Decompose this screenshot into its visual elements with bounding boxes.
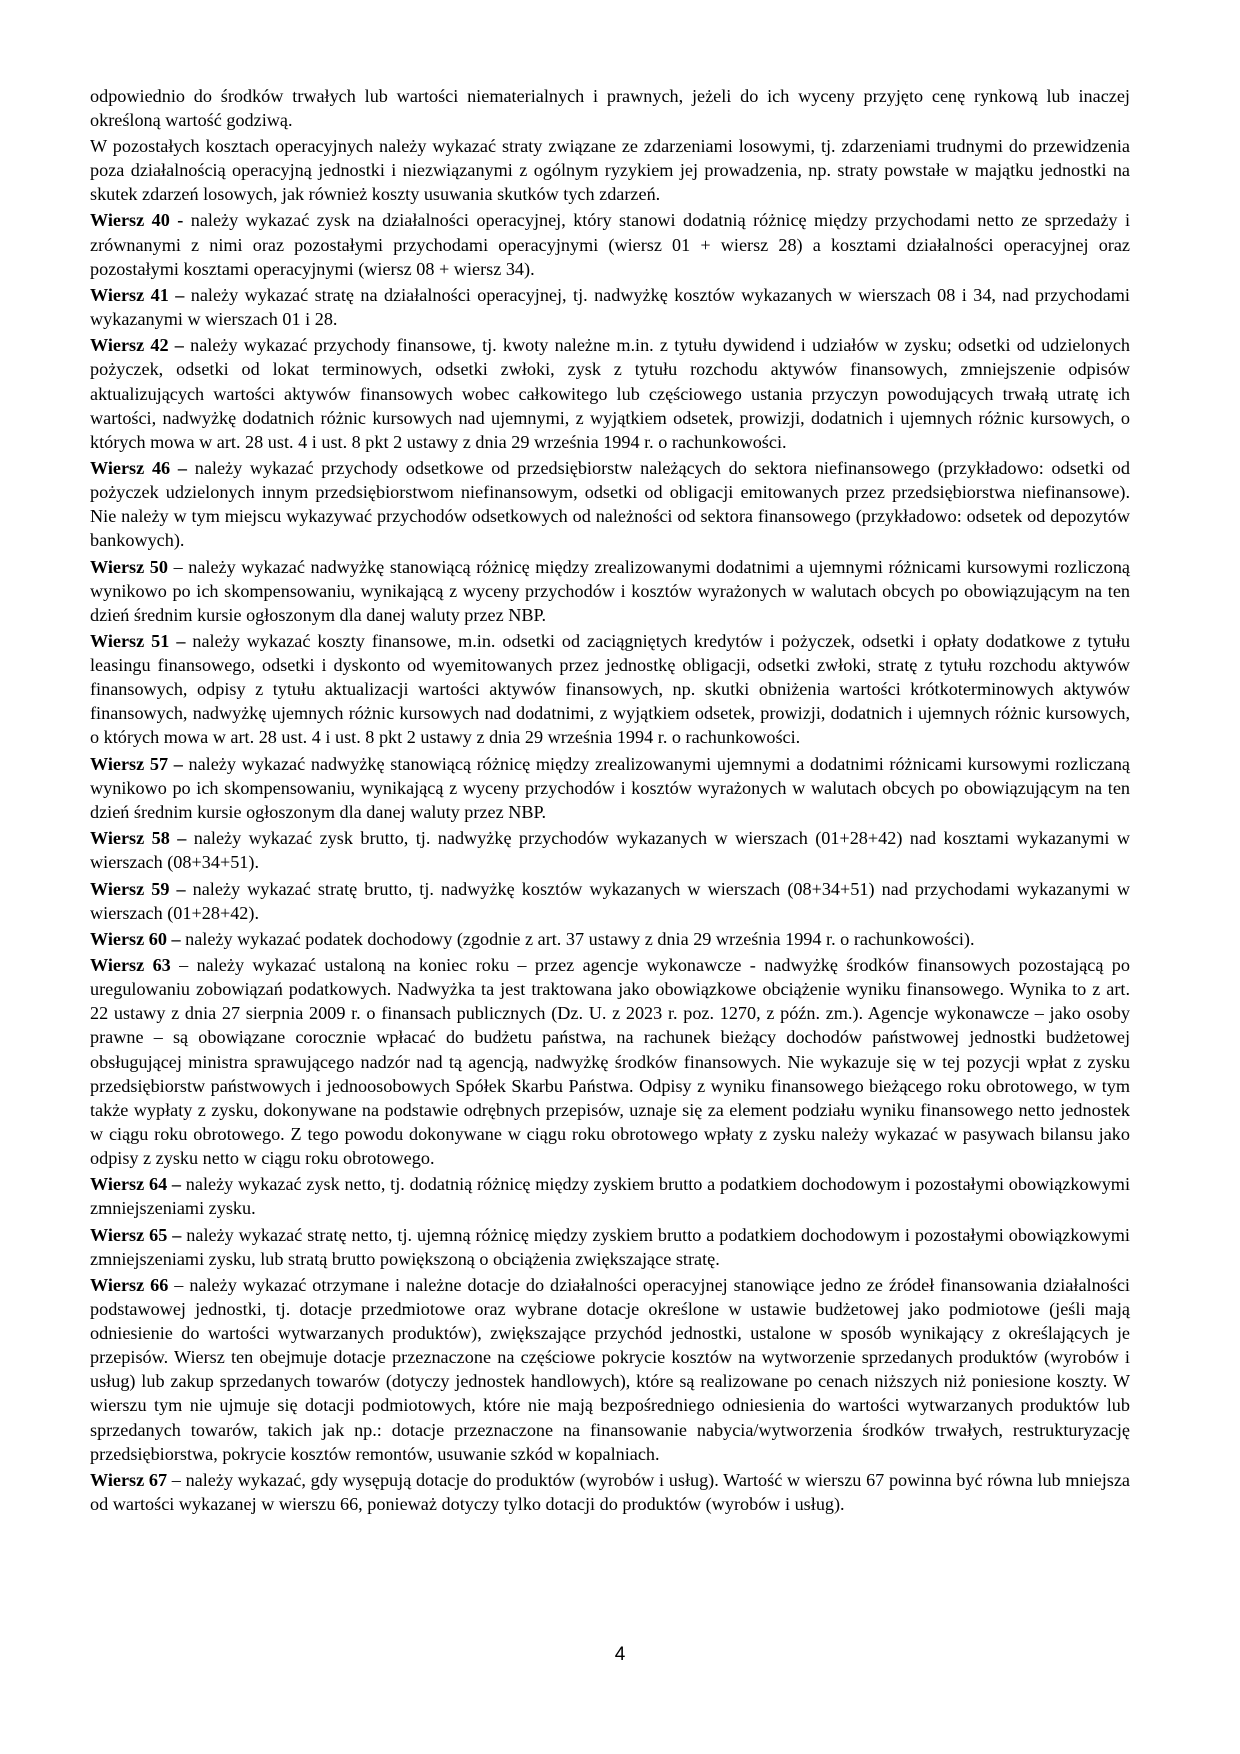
row-label: Wiersz 40 -: [90, 210, 184, 231]
row-text: należy wykazać nadwyżkę stanowiącą różnicę między zrealizowanymi ujemnymi a dodatnimi różnicami kursowymi rozliczaną wynikowo po ich skompensowaniu, wynikającą z wyceny przychodów i kosztów wyrażonych w walutach obcych po obowiązującym na ten dzień średnim kursie ogłoszonym dla danej waluty przez NBP.: [90, 753, 1130, 822]
row-text: należy wykazać stratę netto, tj. ujemną różnicę między zyskiem brutto a podatkiem dochodowym i pozostałymi obowiązkowymi zmniejszeniami zysku, lub stratą brutto powiększoną o obciążenia zwiększające stratę.: [90, 1224, 1130, 1269]
row-text: – należy wykazać, gdy wysępują dotacje do produktów (wyrobów i usług). Wartość w wierszu 67 powinna być równa lub mniejsza od wartości wykazanej w wierszu 66, ponieważ dotyczy tylko dotacji do produktów (wyrobów i usług).: [90, 1469, 1130, 1514]
row-label: Wiersz 59 –: [90, 878, 186, 899]
row-text: należy wykazać stratę brutto, tj. nadwyżkę kosztów wykazanych w wierszach (08+34+51) nad przychodami wykazanymi w wierszach (01+28+42).: [90, 878, 1130, 923]
row-text: – należy wykazać ustaloną na koniec roku – przez agencje wykonawcze - nadwyżkę środków finansowych pozostającą po uregulowaniu zobowiązań podatkowych. Nadwyżka ta jest traktowana jako obowiązkowe obciążenie wyniku finansowego. Wynika to z art. 22 ustawy z dnia 27 sierpnia 2009 r. o finansach publicznych (Dz. U. z 2023 r. poz. 1270, z późn. zm.). Agencje wykonawcze – jako osoby prawne – są obowiązane corocznie wpłacać do budżetu państwa, na rachunek bieżący dochodów państwowej jednostki budżetowej obsługującej ministra sprawującego nadzór nad tą agencją, nadwyżkę środków finansowych. Nie wykazuje się w tej pozycji wpłat z zysku przedsiębiorstw państwowych i jednoosobowych Spółek Skarbu Państwa. Odpisy z wyniku finansowego bieżącego roku obrotowego, w tym także wypłaty z zysku, dokonywane na podstawie odrębnych przepisów, uznaje się za element podziału wyniku finansowego netto jednostek w ciągu roku obrotowego. Z tego powodu dokonywane w ciągu roku obrotowego wpłaty z zysku należy wykazać w pasywach bilansu jako odpisy z zysku netto w ciągu roku obrotowego.: [90, 955, 1130, 1168]
row-description-60: [90, 927, 1130, 951]
row-label: Wiersz 50: [90, 556, 168, 577]
row-text: należy wykazać zysk na działalności operacyjnej, który stanowi dodatnią różnicę między przychodami netto ze sprzedaży i zrównanymi z nimi oraz pozostałymi przychodami operacyjnymi (wiersz 01 + wiersz 28) a kosztami działalności operacyjnej oraz pozostałymi kosztami operacyjnymi (wiersz 08 + wiersz 34).: [90, 210, 1130, 279]
document-body: [90, 84, 1130, 1518]
row-text: należy wykazać przychody odsetkowe od przedsiębiorstw należących do sektora niefinansowego (przykładowo: odsetki od pożyczek udzielonych innym przedsiębiorstwom niefinansowym, odsetki od obligacji emitowanych przez przedsiębiorstwa niefinansowe). Nie należy w tym miejscu wykazywać przychodów odsetkowych od należności od sektora finansowego (przykładowo: odsetek od depozytów bankowych).: [90, 457, 1130, 551]
row-description-65: [90, 1223, 1130, 1271]
row-text: należy wykazać stratę na działalności operacyjnej, tj. nadwyżkę kosztów wykazanych w wierszach 08 i 34, nad przychodami wykazanymi w wierszach 01 i 28.: [90, 284, 1130, 330]
row-description-42: [90, 333, 1130, 453]
row-description-40: [90, 208, 1130, 280]
row-description-41: [90, 283, 1130, 331]
row-label: Wiersz 65 –: [90, 1224, 182, 1245]
row-description-59: [90, 877, 1130, 925]
row-description-58: [90, 826, 1130, 874]
row-label: Wiersz 41 –: [90, 284, 185, 305]
intro-paragraph: odpowiednio do środków trwałych lub wartości niematerialnych i prawnych, jeżeli do ich wyceny przyjęto cenę rynkową lub inaczej określoną wartość godziwą.: [90, 86, 1130, 131]
row-text: należy wykazać przychody finansowe, tj. kwoty należne m.in. z tytułu dywidend i udziałów w zysku; odsetki od udzielonych pożyczek, odsetki od lokat terminowych, odsetki zwłoki, zysk z tytułu rozchodu aktywów finansowych, zmniejszenie odpisów aktualizujących wartości aktywów finansowych wobec całkowitego lub częściowego ustania przyczyn powodujących trwałą utratę ich wartości, nadwyżkę dodatnich różnic kursowych nad ujemnymi, z wyjątkiem odsetek, prowizji, dodatnich i ujemnych różnic kursowych, o których mowa w art. 28 ust. 4 i ust. 8 pkt 2 ustawy z dnia 29 września 1994 r. o rachunkowości.: [90, 335, 1130, 452]
row-text: – należy wykazać nadwyżkę stanowiącą różnicę między zrealizowanymi dodatnimi a ujemnymi różnicami kursowymi rozliczoną wynikowo po ich skompensowaniu, wynikającą z wyceny przychodów i kosztów wyrażonych w walutach obcych po obowiązującym na ten dzień średnim kursie ogłoszonym dla danej waluty przez NBP.: [90, 556, 1130, 625]
row-label: Wiersz 64 –: [90, 1174, 182, 1195]
row-label: Wiersz 51 –: [90, 631, 186, 651]
row-description-50: [90, 555, 1130, 627]
intro-paragraph: W pozostałych kosztach operacyjnych należy wykazać straty związane ze zdarzeniami losowymi, tj. zdarzeniami trudnymi do przewidzenia poza działalnością operacyjną jednostki i niezwiązanymi z ogólnym ryzykiem jej prowadzenia, np. straty powstałe w majątku jednostki na skutek zdarzeń losowych, jak również koszty usuwania skutków tych zdarzeń.: [90, 136, 1130, 205]
row-label: Wiersz 60 –: [90, 928, 181, 949]
row-label: Wiersz 67: [90, 1469, 168, 1490]
row-label: Wiersz 42 –: [90, 335, 184, 356]
row-text: – należy wykazać otrzymane i należne dotacje do działalności operacyjnej stanowiące jedno ze źródeł finansowania działalności podstawowej jednostki, tj. dotacje przedmiotowe oraz wybrane dotacje określone w ustawie budżetowej jako podmiotowe (jeśli mają odniesienie do wartości wytwarzanych produktów), zwiększające przychód jednostki, ustalone w sposób wynikający z określających je przepisów. Wiersz ten obejmuje dotacje przeznaczone na częściowe pokrycie kosztów na wytworzenie sprzedanych produktów (wyrobów i usług) lub zakup sprzedanych towarów (dotyczy jednostek handlowych), które są realizowane po cenach niższych niż poniesione koszty. W wierszu tym nie ujmuje się dotacji podmiotowych, które nie mają bezpośredniego odniesienia do wartości wytwarzanych produktów lub sprzedanych towarów, takich jak np.: dotacje przeznaczone na finansowanie nabycia/wytworzenia środków trwałych, restrukturyzację przedsiębiorstwa, pokrycie kosztów remontów, usuwanie szkód w kopalniach.: [90, 1274, 1130, 1464]
row-label: Wiersz 46 –: [90, 457, 187, 478]
row-description-64: [90, 1172, 1130, 1220]
row-description-57: [90, 752, 1130, 824]
row-description-66: [90, 1273, 1130, 1466]
row-description-51: [90, 629, 1130, 749]
page-number: 4: [614, 1644, 626, 1665]
row-description-67: [90, 1468, 1130, 1516]
row-description-63: [90, 953, 1130, 1170]
row-text: należy wykazać koszty finansowe, m.in. odsetki od zaciągniętych kredytów i pożyczek, odsetki i opłaty dodatkowe z tytułu leasingu finansowego, odsetki i dyskonto od wyemitowanych przez jednostkę obligacji, odsetki zwłoki, stratę z tytułu rozchodu aktywów finansowych, odpisy z tytułu aktualizacji wartości aktywów finansowych, np. skutki obniżenia wartości krótkoterminowych aktywów finansowych, nadwyżkę ujemnych różnic kursowych nad dodatnimi, z wyjątkiem odsetek, prowizji, dodatnich i ujemnych różnic kursowych, o których mowa w art. 28 ust. 4 i ust. 8 pkt 2 ustawy z dnia 29 września 1994 r. o rachunkowości.: [90, 631, 1130, 748]
row-text: należy wykazać podatek dochodowy (zgodnie z art. 37 ustawy z dnia 29 września 1994 r. o rachunkowości).: [180, 928, 975, 949]
row-label: Wiersz 66: [90, 1274, 169, 1295]
row-label: Wiersz 58 –: [90, 828, 187, 849]
row-text: należy wykazać zysk brutto, tj. nadwyżkę przychodów wykazanych w wierszach (01+28+42) nad kosztami wykazanymi w wierszach (08+34+51).: [90, 828, 1130, 873]
row-label: Wiersz 63: [90, 955, 171, 976]
row-description-46: [90, 456, 1130, 552]
row-text: należy wykazać zysk netto, tj. dodatnią różnicę między zyskiem brutto a podatkiem dochodowym i pozostałymi obowiązkowymi zmniejszeniami zysku.: [90, 1174, 1130, 1219]
row-label: Wiersz 57 –: [90, 753, 183, 774]
